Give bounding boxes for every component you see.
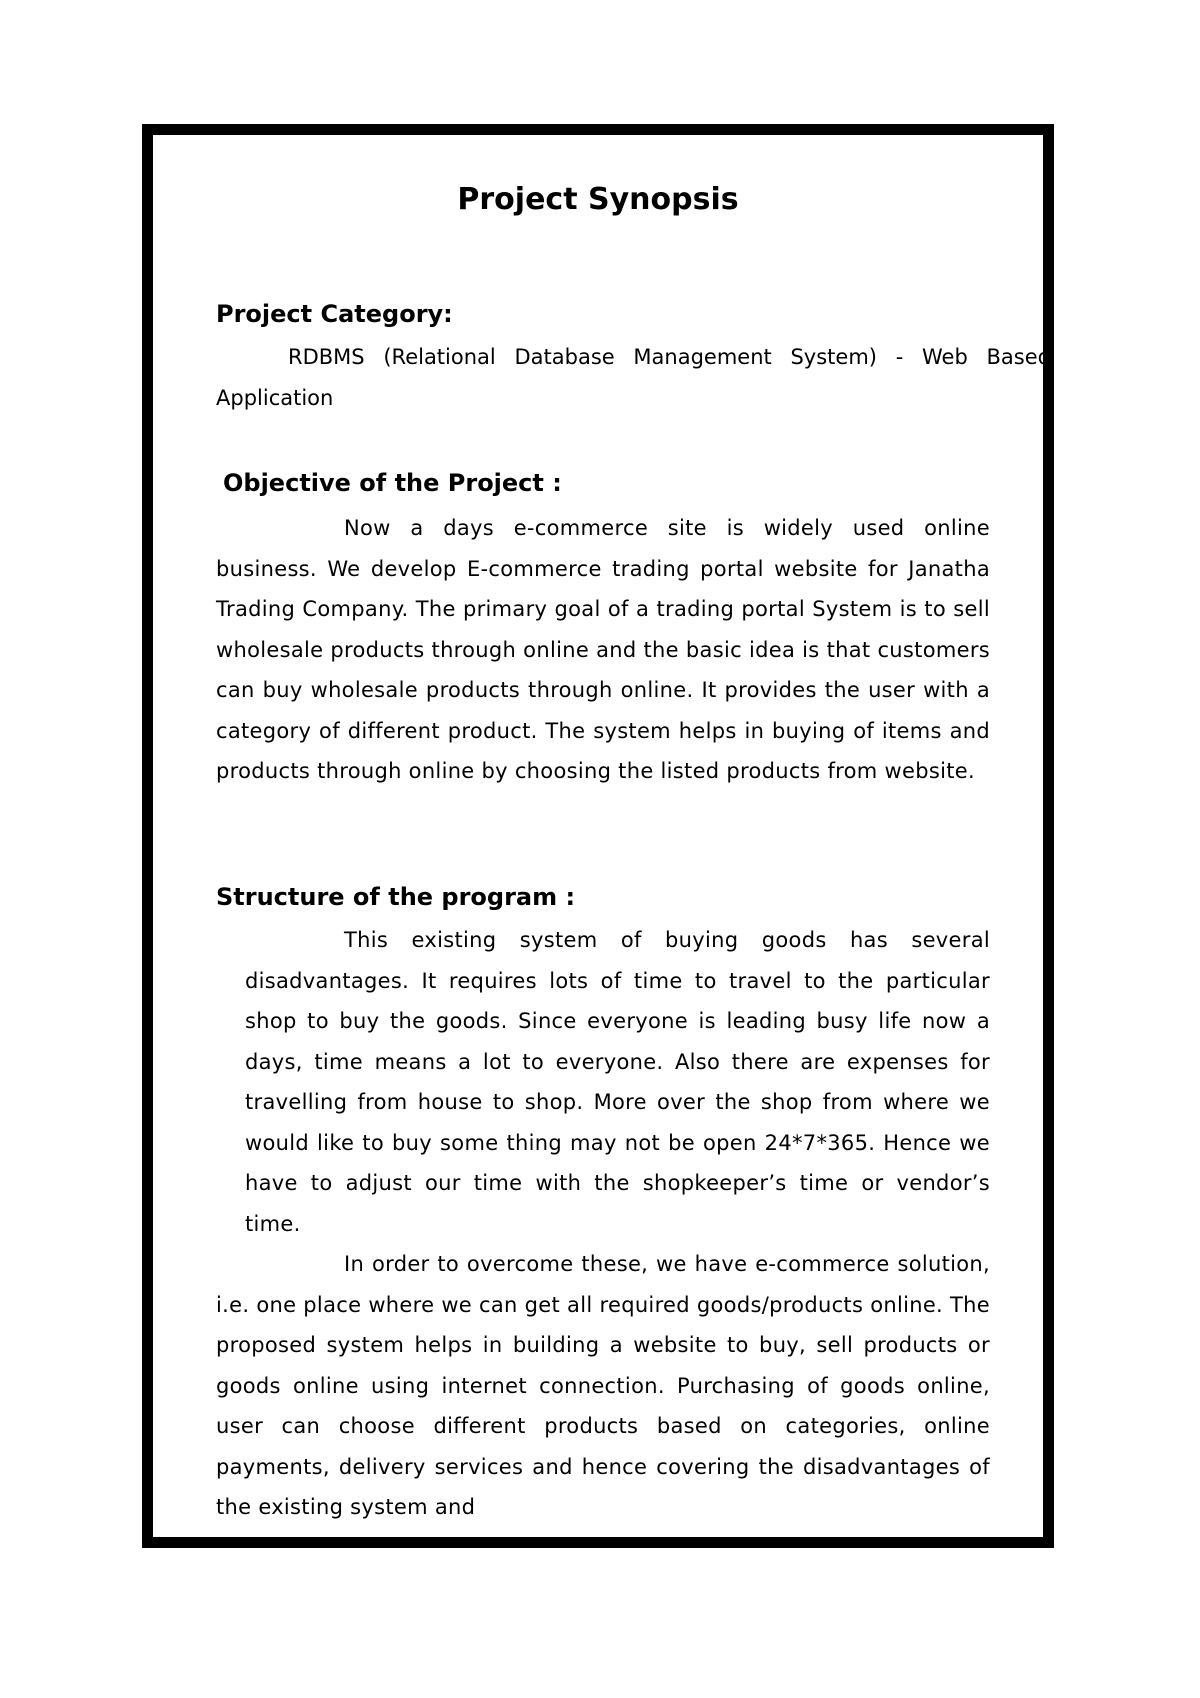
section-text-category: RDBMS (Relational Database Management System) - Web Based Application [216, 345, 1051, 410]
section-heading-structure: Structure of the program : [216, 883, 576, 911]
section-text-structure-paragraph-2: In order to overcome these, we have e-commerce solution, i.e. one place where we can get all required goods/products online. The proposed system helps in building a website to buy, sell products or goods online using internet connection. Purchasing of goods online, user can choose different products based on categories, online payments, delivery services and hence covering the disadvantages of the existing system and [216, 1252, 990, 1519]
document-title: Project Synopsis [457, 182, 739, 217]
section-heading-category: Project Category: [216, 300, 453, 328]
section-text-structure-paragraph-1: This existing system of buying goods has several disadvantages. It requires lots of time to travel to the particular shop to buy the goods. Since everyone is leading busy life now a days, time means a lot to everyone. Also there are expenses for travelling from house to shop. More over the shop from where we would like to buy some thing may not be open 24*7*365. Hence we have to adjust our time with the shopkeeper’s time or vendor’s time. [245, 928, 990, 1236]
section-heading-objective: Objective of the Project : [223, 469, 562, 497]
section-text-objective: Now a days e-commerce site is widely used online business. We develop E-commerce trading portal website for Janatha Trading Company. The primary goal of a trading portal System is to sell wholesale products through online and the basic idea is that customers can buy wholesale products through online. It provides the user with a category of different product. The system helps in buying of items and products through online by choosing the listed products from website. [216, 516, 990, 783]
